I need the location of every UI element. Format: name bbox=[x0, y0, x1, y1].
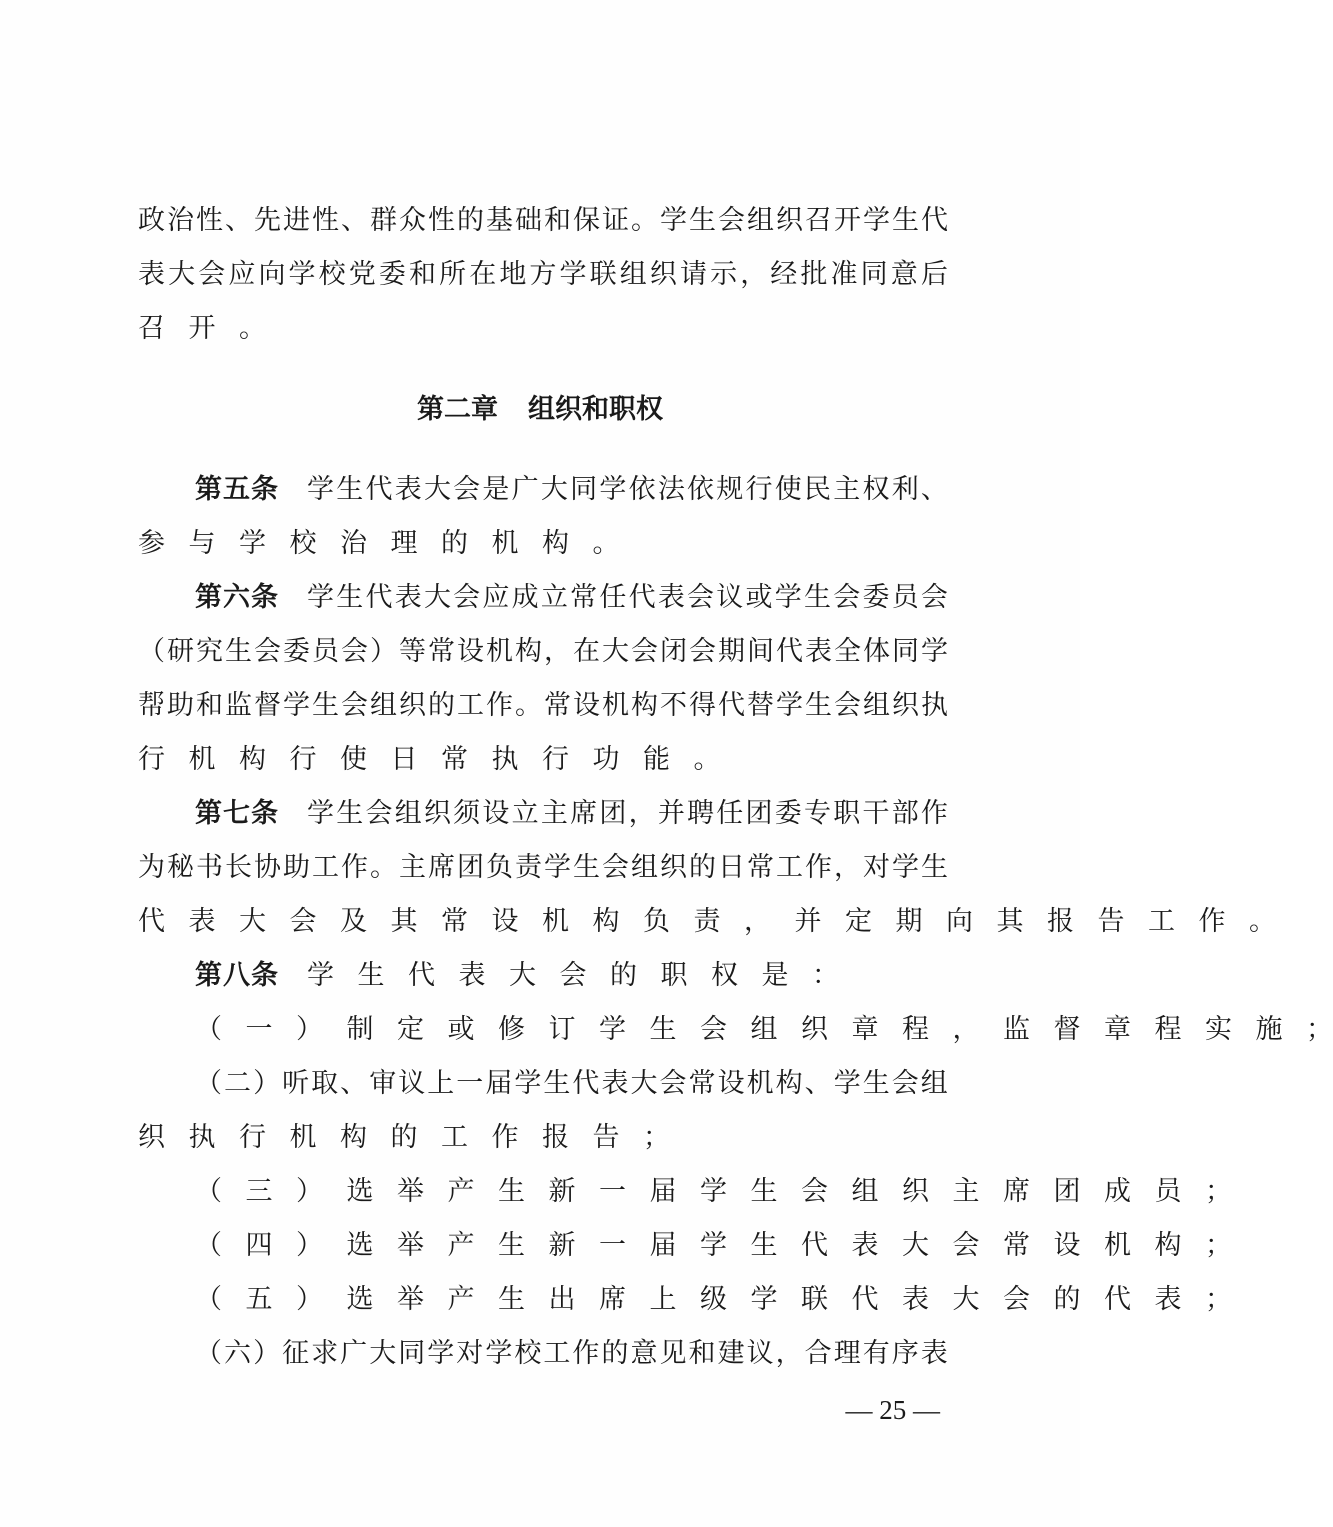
chapter-heading bbox=[0, 394, 1080, 426]
list-item-continuation: 织 执 行 机 构 的 工 作 报 告 ； bbox=[138, 1122, 670, 1153]
list-item: （ 一 ） 制 定 或 修 订 学 生 会 组 织 章 程 ， 监 督 章 程 实 施 ； bbox=[195, 1014, 1333, 1045]
page-number: — 25 — bbox=[845, 1395, 940, 1425]
article-5-first-line bbox=[195, 474, 948, 506]
list-item: （ 六 ） 征 求 广 大 同 学 对 学 校 工 作 的 意 见 和 建 议 ， 合 理 有 序 表 bbox=[195, 1338, 948, 1369]
article-text: 学 生 代 表 大 会 是 广 大 同 学 依 法 依 规 行 使 民 主 权 利 、 bbox=[307, 474, 948, 505]
paragraph-line: 表 大 会 应 向 学 校 党 委 和 所 在 地 方 学 联 组 织 请 示 ， 经 批 准 同 意 后 bbox=[138, 259, 948, 290]
paragraph-line: 为 秘 书 长 协 助 工 作 。 主 席 团 负 责 学 生 会 组 织 的 日 常 工 作 ， 对 学 生 bbox=[138, 852, 948, 883]
paragraph-line: 代 表 大 会 及 其 常 设 机 构 负 责 ， 并 定 期 向 其 报 告 工 作 。 bbox=[138, 906, 1276, 937]
paragraph-line: 行 机 构 行 使 日 常 执 行 功 能 。 bbox=[138, 744, 721, 775]
chapter-title: 组织和职权 bbox=[528, 394, 663, 425]
list-item: （ 二 ） 听 取 、 审 议 上 一 届 学 生 代 表 大 会 常 设 机 构 、 学 生 会 组 bbox=[195, 1068, 948, 1099]
list-item: （ 五 ） 选 举 产 生 出 席 上 级 学 联 代 表 大 会 的 代 表 ； bbox=[195, 1284, 1232, 1315]
article-text: 学 生 代 表 大 会 应 成 立 常 任 代 表 会 议 或 学 生 会 委 员 会 bbox=[307, 582, 948, 613]
paragraph-line: 召 开 。 bbox=[138, 313, 266, 344]
list-item: （ 四 ） 选 举 产 生 新 一 届 学 生 代 表 大 会 常 设 机 构 ； bbox=[195, 1230, 1232, 1261]
article-text: 学 生 代 表 大 会 的 职 权 是 ： bbox=[307, 960, 839, 991]
article-label: 第七条 bbox=[195, 798, 279, 829]
list-item: （ 三 ） 选 举 产 生 新 一 届 学 生 会 组 织 主 席 团 成 员 ； bbox=[195, 1176, 1232, 1207]
article-label: 第五条 bbox=[195, 474, 279, 505]
paragraph-line: 帮 助 和 监 督 学 生 会 组 织 的 工 作 。 常 设 机 构 不 得 代 替 学 生 会 组 织 执 bbox=[138, 690, 948, 721]
paragraph-line: 政 治 性 、 先 进 性 、 群 众 性 的 基 础 和 保 证 。 学 生 会 组 织 召 开 学 生 代 bbox=[138, 205, 948, 236]
paragraph-line: （ 研 究 生 会 委 员 会 ） 等 常 设 机 构 ， 在 大 会 闭 会 期 间 代 表 全 体 同 学 bbox=[138, 636, 948, 667]
chapter-number: 第二章 bbox=[417, 394, 498, 425]
article-label: 第八条 bbox=[195, 960, 279, 991]
article-label: 第六条 bbox=[195, 582, 279, 613]
article-7-first-line bbox=[195, 798, 948, 830]
paragraph-line: 参 与 学 校 治 理 的 机 构 。 bbox=[138, 528, 620, 559]
article-6-first-line bbox=[195, 582, 948, 614]
article-text: 学 生 会 组 织 须 设 立 主 席 团 ， 并 聘 任 团 委 专 职 干 部 作 bbox=[307, 798, 948, 829]
article-8-first-line bbox=[195, 960, 948, 992]
